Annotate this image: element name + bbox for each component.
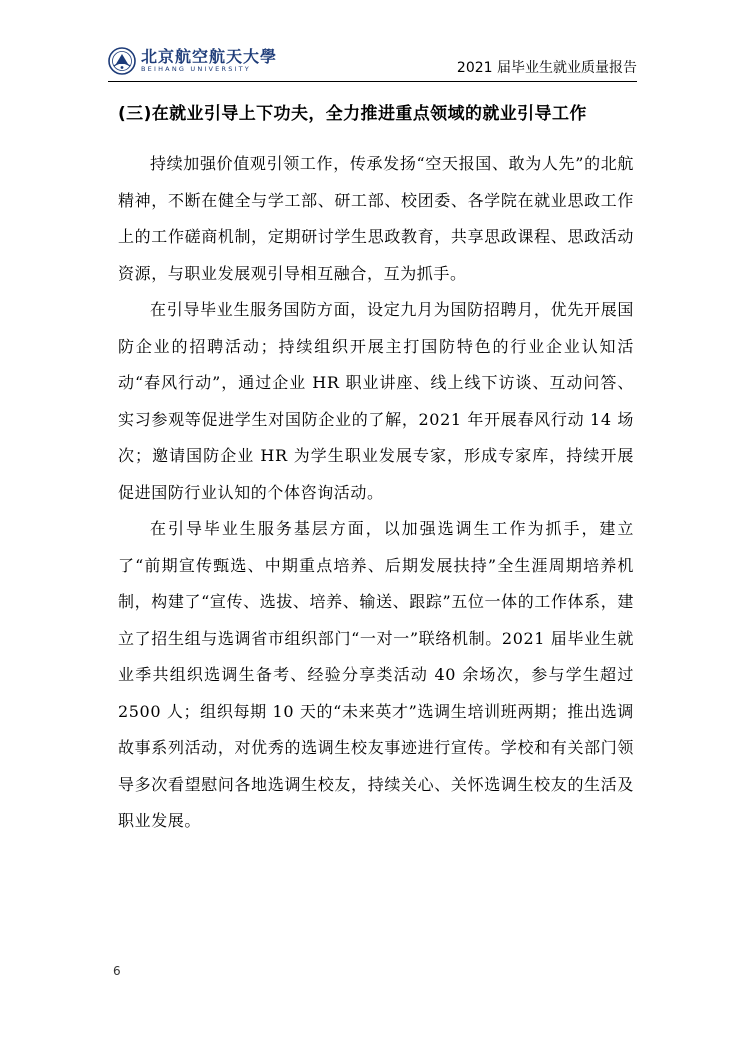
- body-text: [118, 146, 634, 840]
- university-seal-icon: [108, 47, 136, 75]
- page-number: 6: [113, 964, 121, 978]
- paragraph-values-guidance: 持续加强价值观引领工作，传承发扬“空天报国、敢为人先”的北航精神，不断在健全与学工部、研工部、校团委、各学院在就业思政工作上的工作磋商机制，定期研讨学生思政教育，共享思政课程、思政活动资源，与职业发展观引导相互融合，互为抓手。: [118, 154, 634, 283]
- paragraph-grassroots: 在引导毕业生服务基层方面，以加强选调生工作为抓手，建立了“前期宣传甄选、中期重点培养、后期发展扶持”全生涯周期培养机制，构建了“宣传、选拔、培养、输送、跟踪”五位一体的工作体系，建立了招生组与选调省市组织部门“一对一”联络机制。2021 届毕业生就业季共组织选调生备考、经验分享类活动 40 余场次，参与学生超过 2500 人；组织每期 10 天的“未来英才”选调生培训班两期；推出选调故事系列活动，对优秀的选调生校友事迹进行宣传。学校和有关部门领导多次看望慰问各地选调生校友，持续关心、关怀选调生校友的生活及职业发展。: [118, 519, 634, 830]
- report-title: 2021 届毕业生就业质量报告: [456, 60, 637, 76]
- paragraph-national-defense: 在引导毕业生服务国防方面，设定九月为国防招聘月，优先开展国防企业的招聘活动；持续组织开展主打国防特色的行业企业认知活动“春风行动”，通过企业 HR 职业讲座、线上线下访谈、互动问答、实习参观等促进学生对国防企业的了解，2021 年开展春风行动 14 场次；邀请国防企业 HR 为学生职业发展专家，形成专家库，持续开展促进国防行业认知的个体咨询活动。: [118, 300, 634, 502]
- logo-chinese-name: 北京航空航天大學: [141, 47, 278, 66]
- university-logo: [108, 44, 277, 78]
- header-divider: [108, 81, 637, 82]
- page-header: [108, 40, 637, 82]
- section-heading: (三)在就业引导上下功夫，全力推进重点领域的就业引导工作: [118, 104, 587, 124]
- logo-english-name: BEIHANG UNIVERSITY: [141, 65, 251, 73]
